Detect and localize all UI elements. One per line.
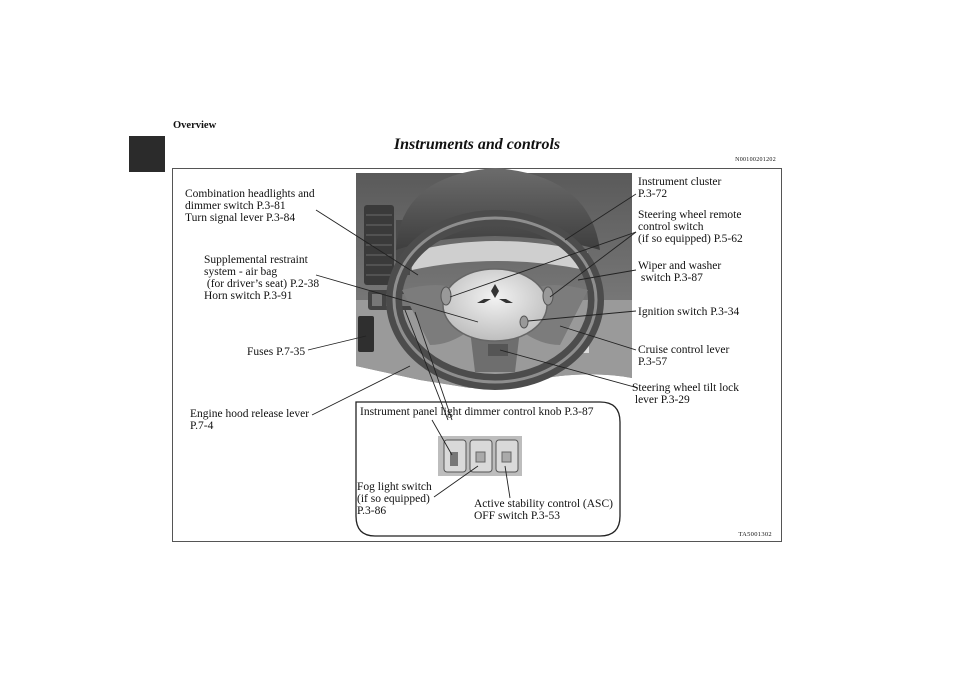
label-fog-light: Fog light switch (if so equipped) P.3-86 [357,481,432,517]
label-ignition-switch: Ignition switch P.3-34 [638,306,740,318]
switch-cluster [438,436,522,476]
label-cruise-control: Cruise control lever P.3-57 [638,344,730,368]
document-code: N00100201202 [735,157,776,163]
page-title: Instruments and controls [393,136,561,153]
label-steering-remote: Steering wheel remote control switch (if so equipped) P.5-62 [638,209,743,245]
label-engine-hood-release: Engine hood release lever P.7-4 [190,408,310,432]
label-instrument-cluster: Instrument cluster P.3-72 [638,176,722,200]
section-header: Overview [173,120,217,131]
label-tilt-lock: Steering wheel tilt lock lever P.3-29 [632,382,739,406]
label-wiper-washer: Wiper and washer switch P.3-87 [638,260,722,284]
figure-code: TA5001302 [738,531,772,538]
label-fuses: Fuses P.7-35 [247,346,306,358]
label-srs-airbag: Supplemental restraint system - air bag (for driver’s seat) P.2-38 Horn switch P.3-91 [204,254,320,302]
label-combination-headlights: Combination headlights and dimmer switch P.3-81 Turn signal lever P.3-84 [185,188,315,224]
label-asc-off: Active stability control (ASC) OFF switch P.3-53 [474,498,613,522]
label-dimmer-knob: Instrument panel light dimmer control knob P.3-87 [360,406,594,418]
